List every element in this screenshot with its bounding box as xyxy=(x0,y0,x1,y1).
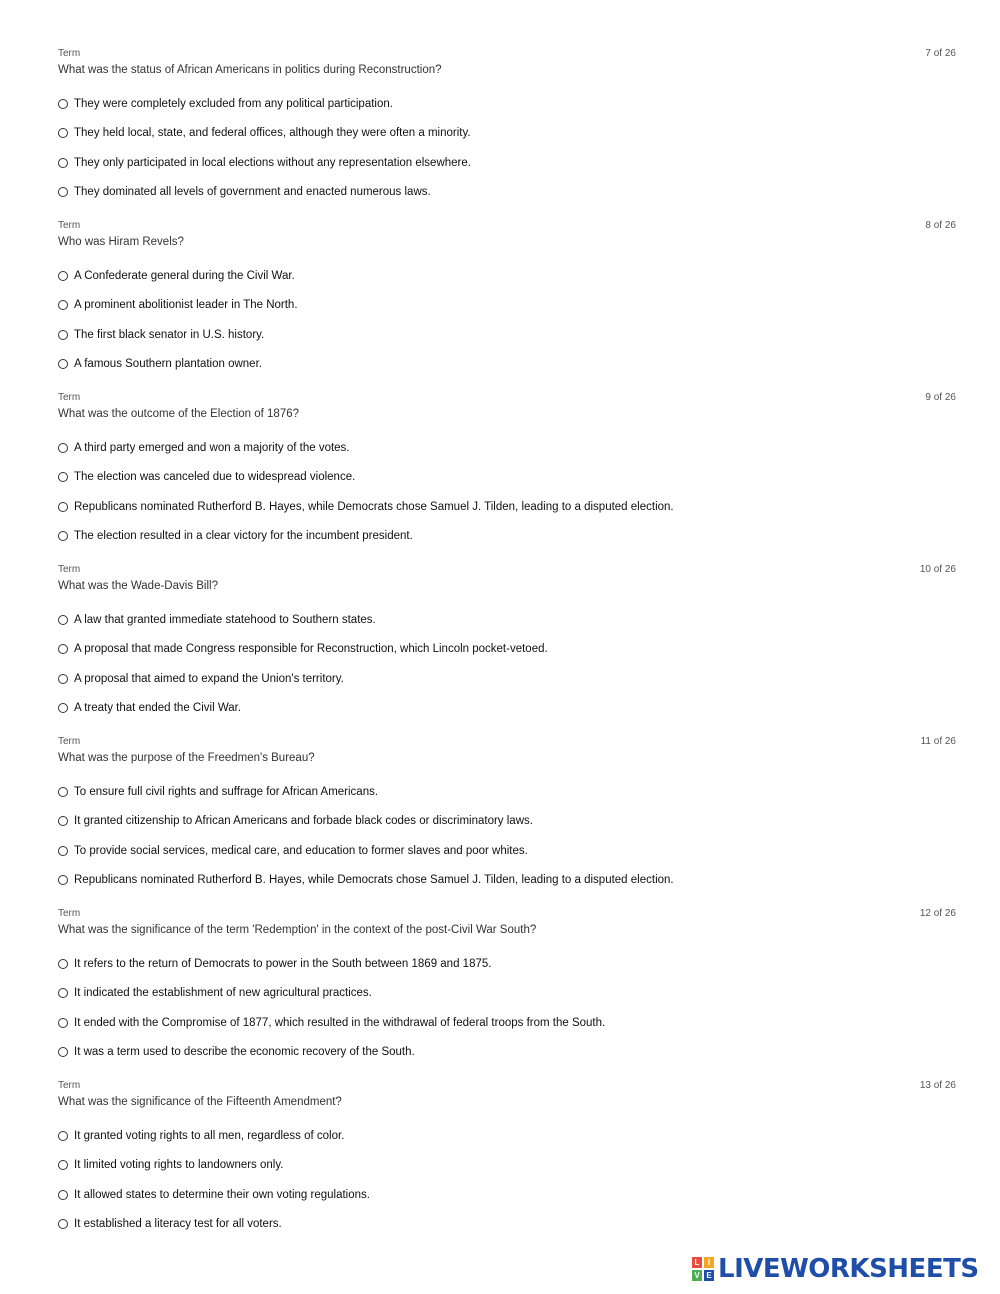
radio-button[interactable] xyxy=(58,128,68,138)
answer-option-label: It was a term used to describe the economic recovery of the South. xyxy=(74,1045,415,1058)
answer-option[interactable] xyxy=(58,182,431,202)
answer-option-label: The election resulted in a clear victory for the incumbent president. xyxy=(74,529,413,542)
question-prompt: What was the status of African Americans in politics during Reconstruction? xyxy=(58,64,442,76)
radio-button[interactable] xyxy=(58,443,68,453)
answer-option-label: It refers to the return of Democrats to power in the South between 1869 and 1875. xyxy=(74,958,492,970)
logo-square: I xyxy=(704,1257,714,1268)
radio-button[interactable] xyxy=(58,1190,68,1200)
radio-button[interactable] xyxy=(58,674,68,684)
answer-option[interactable] xyxy=(58,526,413,546)
answer-option-label: A third party emerged and won a majority of the votes. xyxy=(74,442,350,454)
term-label: Term xyxy=(58,564,81,575)
term-label: Term xyxy=(58,1080,81,1091)
answer-option[interactable] xyxy=(58,1185,370,1205)
answer-option-label: It allowed states to determine their own voting regulations. xyxy=(74,1188,370,1201)
question-prompt: What was the purpose of the Freedmen's Bureau? xyxy=(58,752,315,764)
radio-button[interactable] xyxy=(58,330,68,340)
question-counter: 7 of 26 xyxy=(925,48,956,59)
answer-option[interactable] xyxy=(58,497,674,517)
answer-option[interactable] xyxy=(58,153,471,173)
radio-button[interactable] xyxy=(58,816,68,826)
question-block xyxy=(58,908,956,1080)
answer-option[interactable] xyxy=(58,639,548,659)
answer-option[interactable] xyxy=(58,1126,344,1146)
radio-button[interactable] xyxy=(58,502,68,512)
answer-option[interactable] xyxy=(58,698,241,718)
radio-button[interactable] xyxy=(58,846,68,856)
answer-option[interactable] xyxy=(58,983,372,1003)
answer-option-label: It established a literacy test for all voters. xyxy=(74,1217,282,1230)
radio-button[interactable] xyxy=(58,300,68,310)
question-block xyxy=(58,220,956,392)
answer-option-label: A proposal that made Congress responsible for Reconstruction, which Lincoln pocket-vetoed. xyxy=(74,643,548,656)
answer-option[interactable] xyxy=(58,954,491,974)
term-label: Term xyxy=(58,908,81,919)
question-prompt: What was the significance of the term 'Redemption' in the context of the post-Civil War South? xyxy=(58,924,537,936)
answer-option[interactable] xyxy=(58,811,533,831)
radio-button[interactable] xyxy=(58,959,68,969)
answer-option-label: It ended with the Compromise of 1877, which resulted in the withdrawal of federal troops from the South. xyxy=(74,1016,606,1029)
answer-option[interactable] xyxy=(58,1155,283,1175)
answer-option-label: The first black senator in U.S. history. xyxy=(74,328,265,341)
logo-wordmark: LIVEWORKSHEETS xyxy=(718,1254,979,1284)
logo-square: E xyxy=(704,1270,714,1281)
liveworksheets-logo xyxy=(692,1252,979,1286)
radio-button[interactable] xyxy=(58,787,68,797)
term-label: Term xyxy=(58,736,81,747)
question-counter: 13 of 26 xyxy=(919,1080,956,1091)
radio-button[interactable] xyxy=(58,1160,68,1170)
answer-option-label: A Confederate general during the Civil War. xyxy=(74,270,295,282)
answer-option[interactable] xyxy=(58,438,350,458)
question-counter: 10 of 26 xyxy=(919,564,956,575)
answer-option[interactable] xyxy=(58,782,378,802)
radio-button[interactable] xyxy=(58,875,68,885)
answer-option-label: The election was canceled due to widespread violence. xyxy=(74,471,356,484)
answer-option[interactable] xyxy=(58,123,471,143)
answer-option[interactable] xyxy=(58,610,376,630)
question-prompt: What was the outcome of the Election of 1876? xyxy=(58,408,300,420)
answer-option-label: A law that granted immediate statehood to Southern states. xyxy=(74,614,376,626)
radio-button[interactable] xyxy=(58,1018,68,1028)
term-label: Term xyxy=(58,48,81,59)
answer-option[interactable] xyxy=(58,94,393,114)
answer-option[interactable] xyxy=(58,467,355,487)
question-counter: 9 of 26 xyxy=(925,392,956,403)
answer-option[interactable] xyxy=(58,1214,282,1234)
radio-button[interactable] xyxy=(58,187,68,197)
radio-button[interactable] xyxy=(58,644,68,654)
radio-button[interactable] xyxy=(58,615,68,625)
answer-option-label: It granted citizenship to African Americans and forbade black codes or discriminatory laws. xyxy=(74,815,533,828)
answer-option[interactable] xyxy=(58,669,344,689)
term-label: Term xyxy=(58,392,81,403)
answer-option-label: Republicans nominated Rutherford B. Hayes, while Democrats chose Samuel J. Tilden, leading to a disputed election. xyxy=(74,873,674,886)
question-prompt: What was the Wade-Davis Bill? xyxy=(58,580,218,592)
answer-option-label: They dominated all levels of government and enacted numerous laws. xyxy=(74,185,431,198)
logo-square: V xyxy=(692,1270,702,1281)
radio-button[interactable] xyxy=(58,1131,68,1141)
answer-option[interactable] xyxy=(58,325,264,345)
question-block xyxy=(58,392,956,564)
radio-button[interactable] xyxy=(58,472,68,482)
radio-button[interactable] xyxy=(58,158,68,168)
radio-button[interactable] xyxy=(58,271,68,281)
answer-option-label: It granted voting rights to all men, regardless of color. xyxy=(74,1130,345,1142)
question-prompt: Who was Hiram Revels? xyxy=(58,236,184,248)
term-label: Term xyxy=(58,220,81,231)
answer-option-label: A treaty that ended the Civil War. xyxy=(74,701,242,714)
answer-option-label: A famous Southern plantation owner. xyxy=(74,357,262,370)
answer-option-label: A proposal that aimed to expand the Union's territory. xyxy=(74,672,344,685)
answer-option-label: Republicans nominated Rutherford B. Hayes, while Democrats chose Samuel J. Tilden, leading to a disputed election. xyxy=(74,500,674,513)
answer-option-label: It limited voting rights to landowners only. xyxy=(74,1159,284,1172)
answer-option[interactable] xyxy=(58,841,528,861)
question-block xyxy=(58,48,956,220)
answer-option[interactable] xyxy=(58,266,295,286)
question-block xyxy=(58,564,956,736)
radio-button[interactable] xyxy=(58,1047,68,1057)
answer-option-label: A prominent abolitionist leader in The North. xyxy=(74,299,298,312)
question-block xyxy=(58,736,956,908)
answer-option-label: To provide social services, medical care, and education to former slaves and poor whites. xyxy=(74,844,528,857)
answer-option[interactable] xyxy=(58,1013,605,1033)
radio-button[interactable] xyxy=(58,988,68,998)
answer-option[interactable] xyxy=(58,870,674,890)
logo-square: L xyxy=(692,1257,702,1268)
answer-option-label: They only participated in local elections without any representation elsewhere. xyxy=(74,156,471,169)
answer-option-label: To ensure full civil rights and suffrage for African Americans. xyxy=(74,786,379,798)
question-block xyxy=(58,1080,956,1252)
question-counter: 12 of 26 xyxy=(919,908,956,919)
question-prompt: What was the significance of the Fifteenth Amendment? xyxy=(58,1096,342,1108)
answer-option[interactable] xyxy=(58,354,262,374)
radio-button[interactable] xyxy=(58,1219,68,1229)
answer-option[interactable] xyxy=(58,1042,415,1062)
answer-option-label: They were completely excluded from any political participation. xyxy=(74,98,393,110)
answer-option[interactable] xyxy=(58,295,298,315)
radio-button[interactable] xyxy=(58,359,68,369)
answer-option-label: They held local, state, and federal offices, although they were often a minority. xyxy=(74,127,471,140)
radio-button[interactable] xyxy=(58,531,68,541)
radio-button[interactable] xyxy=(58,99,68,109)
question-counter: 8 of 26 xyxy=(925,220,956,231)
question-counter: 11 of 26 xyxy=(920,736,956,747)
answer-option-label: It indicated the establishment of new agricultural practices. xyxy=(74,987,372,1000)
radio-button[interactable] xyxy=(58,703,68,713)
logo-icon xyxy=(692,1257,714,1281)
